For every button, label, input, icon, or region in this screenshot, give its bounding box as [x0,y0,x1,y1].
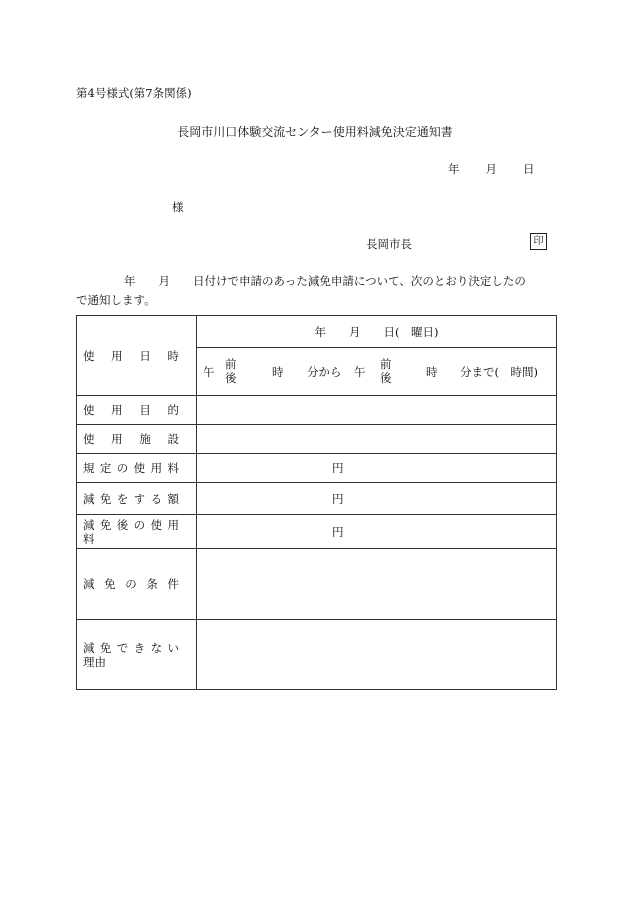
use-datetime-label-text: 使 用 日 時 [83,348,179,363]
seal-mark: 印 [530,233,547,250]
body-text [76,272,558,310]
reduction-amount-unit: 円 [332,491,344,506]
time-to-minute: 分まで( 時間) [460,365,538,379]
facility-cell[interactable] [197,425,557,454]
time-to-hour: 時 [426,365,438,379]
time-from-hour: 時 [272,365,284,379]
fee-after-reduction-cell[interactable] [197,515,557,549]
fee-after-reduction-unit: 円 [332,524,344,539]
use-time-row [197,348,556,395]
reason-cell[interactable] [197,620,557,690]
reduction-amount-cell[interactable] [197,483,557,515]
reason-label: 減 免 で き な い 理由 [77,620,197,690]
reduction-amount-label: 減 免 を す る 額 [77,483,197,515]
body-line-1: 年 月 日付けで申請のあった減免申請について、次のとおり決定したの [124,274,526,288]
time-to-ampm: 前 後 [380,357,392,385]
conditions-label: 減 免 の 条 件 [77,549,197,620]
use-date-cell[interactable] [197,316,557,348]
purpose-cell[interactable] [197,396,557,425]
standard-fee-unit: 円 [332,461,344,475]
body-line-2: で通知します。 [76,293,156,307]
decision-table [76,315,557,690]
time-from-ampm: 前 後 [225,357,237,385]
addressee-suffix: 様 [172,200,184,214]
document-title: 長岡市川口体験交流センター使用料減免決定通知書 [177,125,453,139]
use-datetime-label [77,316,197,396]
date-year: 年 [448,162,460,176]
standard-fee-label: 規 定 の 使 用 料 [77,454,197,483]
use-time-cell[interactable] [197,348,557,396]
form-number: 第4号様式(第7条関係) [76,86,192,100]
date-line [448,161,535,177]
time-from-minute: 分から [307,365,342,379]
purpose-label: 使 用 目 的 [77,396,197,425]
issuer-name: 長岡市長 [366,237,412,251]
time-from-ampm-prefix: 午 [203,365,215,379]
date-month: 月 [485,162,497,176]
standard-fee-cell[interactable] [197,454,557,483]
time-to-ampm-prefix: 午 [354,365,366,379]
date-day: 日 [523,162,535,176]
use-date-text: 年 月 日( 曜日) [314,324,439,339]
conditions-cell[interactable] [197,549,557,620]
fee-after-reduction-label: 減 免 後 の 使 用 料 [77,515,197,549]
facility-label: 使 用 施 設 [77,425,197,454]
